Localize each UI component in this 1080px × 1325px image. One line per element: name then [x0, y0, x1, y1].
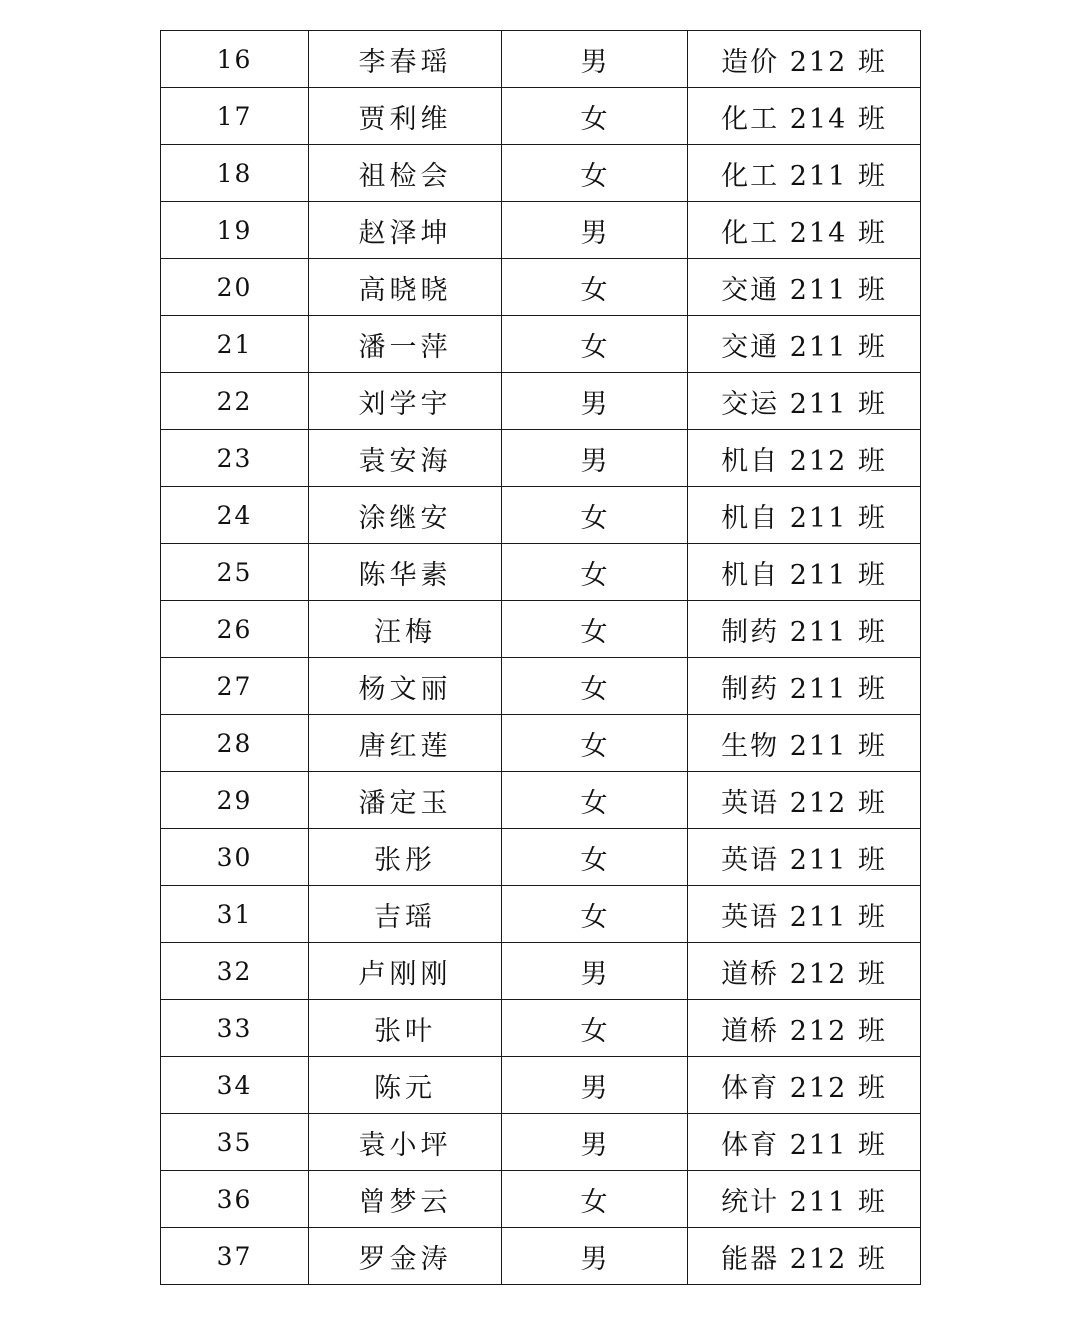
table-row [161, 316, 921, 373]
gender-cell: 男 [502, 1114, 688, 1171]
class-cell: 统计 211 班 [688, 1171, 921, 1228]
table-row [161, 1000, 921, 1057]
row-number-cell: 24 [161, 487, 309, 544]
row-number-cell: 22 [161, 373, 309, 430]
gender-cell: 男 [502, 1228, 688, 1285]
table-row [161, 829, 921, 886]
gender-cell: 女 [502, 715, 688, 772]
gender-cell: 男 [502, 373, 688, 430]
student-name-cell: 罗金涛 [309, 1228, 502, 1285]
row-number-cell: 26 [161, 601, 309, 658]
student-list-table [160, 30, 921, 1285]
row-number-cell: 36 [161, 1171, 309, 1228]
class-cell: 能器 212 班 [688, 1228, 921, 1285]
gender-cell: 女 [502, 1171, 688, 1228]
row-number-cell: 31 [161, 886, 309, 943]
gender-cell: 女 [502, 145, 688, 202]
class-cell: 制药 211 班 [688, 658, 921, 715]
row-number-cell: 21 [161, 316, 309, 373]
student-name-cell: 陈元 [309, 1057, 502, 1114]
student-name-cell: 汪梅 [309, 601, 502, 658]
row-number-cell: 25 [161, 544, 309, 601]
table-row [161, 1057, 921, 1114]
table-row [161, 430, 921, 487]
class-cell: 道桥 212 班 [688, 1000, 921, 1057]
gender-cell: 女 [502, 829, 688, 886]
row-number-cell: 32 [161, 943, 309, 1000]
student-name-cell: 祖检会 [309, 145, 502, 202]
table-row [161, 772, 921, 829]
gender-cell: 女 [502, 487, 688, 544]
gender-cell: 男 [502, 430, 688, 487]
row-number-cell: 18 [161, 145, 309, 202]
class-cell: 道桥 212 班 [688, 943, 921, 1000]
student-name-cell: 张叶 [309, 1000, 502, 1057]
class-cell: 机自 212 班 [688, 430, 921, 487]
gender-cell: 女 [502, 886, 688, 943]
class-cell: 交运 211 班 [688, 373, 921, 430]
row-number-cell: 33 [161, 1000, 309, 1057]
student-name-cell: 张彤 [309, 829, 502, 886]
gender-cell: 男 [502, 1057, 688, 1114]
class-cell: 生物 211 班 [688, 715, 921, 772]
row-number-cell: 19 [161, 202, 309, 259]
table-row [161, 1114, 921, 1171]
row-number-cell: 34 [161, 1057, 309, 1114]
class-cell: 体育 211 班 [688, 1114, 921, 1171]
student-name-cell: 李春瑶 [309, 31, 502, 88]
class-cell: 体育 212 班 [688, 1057, 921, 1114]
class-cell: 机自 211 班 [688, 487, 921, 544]
class-cell: 机自 211 班 [688, 544, 921, 601]
student-name-cell: 曾梦云 [309, 1171, 502, 1228]
class-cell: 英语 212 班 [688, 772, 921, 829]
gender-cell: 女 [502, 544, 688, 601]
gender-cell: 女 [502, 1000, 688, 1057]
table-row [161, 1171, 921, 1228]
student-name-cell: 唐红莲 [309, 715, 502, 772]
row-number-cell: 35 [161, 1114, 309, 1171]
table-row [161, 658, 921, 715]
row-number-cell: 16 [161, 31, 309, 88]
table-row [161, 601, 921, 658]
class-cell: 交通 211 班 [688, 316, 921, 373]
gender-cell: 女 [502, 772, 688, 829]
student-name-cell: 潘定玉 [309, 772, 502, 829]
gender-cell: 男 [502, 31, 688, 88]
row-number-cell: 29 [161, 772, 309, 829]
class-cell: 造价 212 班 [688, 31, 921, 88]
student-name-cell: 涂继安 [309, 487, 502, 544]
table-row [161, 145, 921, 202]
row-number-cell: 23 [161, 430, 309, 487]
table-row [161, 715, 921, 772]
table-row [161, 544, 921, 601]
student-name-cell: 刘学宇 [309, 373, 502, 430]
gender-cell: 女 [502, 259, 688, 316]
table-row [161, 886, 921, 943]
student-name-cell: 袁小坪 [309, 1114, 502, 1171]
table-row [161, 31, 921, 88]
student-name-cell: 陈华素 [309, 544, 502, 601]
student-name-cell: 杨文丽 [309, 658, 502, 715]
table-row [161, 373, 921, 430]
row-number-cell: 17 [161, 88, 309, 145]
row-number-cell: 30 [161, 829, 309, 886]
row-number-cell: 37 [161, 1228, 309, 1285]
gender-cell: 女 [502, 658, 688, 715]
gender-cell: 男 [502, 943, 688, 1000]
class-cell: 化工 211 班 [688, 145, 921, 202]
table-body [161, 31, 921, 1285]
student-name-cell: 吉瑶 [309, 886, 502, 943]
student-name-cell: 潘一萍 [309, 316, 502, 373]
table-row [161, 943, 921, 1000]
row-number-cell: 20 [161, 259, 309, 316]
class-cell: 英语 211 班 [688, 829, 921, 886]
row-number-cell: 28 [161, 715, 309, 772]
gender-cell: 女 [502, 88, 688, 145]
student-name-cell: 卢刚刚 [309, 943, 502, 1000]
student-name-cell: 袁安海 [309, 430, 502, 487]
gender-cell: 女 [502, 601, 688, 658]
student-name-cell: 贾利维 [309, 88, 502, 145]
class-cell: 制药 211 班 [688, 601, 921, 658]
class-cell: 英语 211 班 [688, 886, 921, 943]
student-name-cell: 赵泽坤 [309, 202, 502, 259]
table-row [161, 88, 921, 145]
gender-cell: 女 [502, 316, 688, 373]
class-cell: 化工 214 班 [688, 202, 921, 259]
table-row [161, 259, 921, 316]
class-cell: 交通 211 班 [688, 259, 921, 316]
student-name-cell: 高晓晓 [309, 259, 502, 316]
gender-cell: 男 [502, 202, 688, 259]
table-row [161, 487, 921, 544]
table-row [161, 1228, 921, 1285]
class-cell: 化工 214 班 [688, 88, 921, 145]
row-number-cell: 27 [161, 658, 309, 715]
table-row [161, 202, 921, 259]
